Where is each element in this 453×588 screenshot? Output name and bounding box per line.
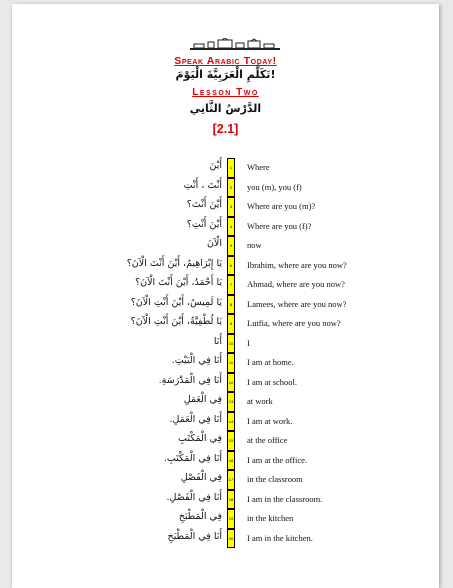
- vocab-row: [12, 236, 439, 256]
- row-number: 9: [227, 314, 235, 334]
- vocab-row: [12, 314, 439, 334]
- english-translation: at work: [247, 396, 273, 406]
- row-number: 11: [227, 353, 235, 373]
- english-translation: Where: [247, 162, 270, 172]
- row-number: 20: [227, 529, 235, 549]
- arabic-phrase: يَا إِبْرَاهِيمُ، أَيْنَ أَنْتَ الْآنَ؟: [126, 257, 222, 269]
- arabic-phrase: أَنَا فِي الْبَيْتِ.: [171, 355, 222, 366]
- vocab-row: [12, 217, 439, 237]
- vocab-row: [12, 431, 439, 451]
- row-number: 6: [227, 256, 235, 276]
- english-translation: in the kitchen: [247, 513, 294, 523]
- page-title: Speak Arabic Today!: [174, 55, 277, 67]
- english-translation: I am at the office.: [247, 454, 308, 465]
- arabic-phrase: أَنَا فِي الْعَمَلِ.: [169, 413, 222, 425]
- english-translation: Lutfia, where are you now?: [247, 318, 341, 328]
- vocab-row: [12, 392, 439, 412]
- row-number: 5: [227, 236, 235, 256]
- document-page: [12, 4, 439, 588]
- vocab-row: [12, 529, 439, 549]
- arabic-phrase: فِي الْمَطْبَخِ: [178, 511, 222, 522]
- vocab-row: [12, 353, 439, 373]
- english-translation: in the classroom: [247, 474, 303, 484]
- vocab-row: [12, 178, 439, 198]
- arabic-phrase: يَا لُطْفِيَّةُ، أَيْنَ أَنْتِ الْآنَ؟: [130, 316, 222, 327]
- row-number: 14: [227, 412, 235, 432]
- english-translation: Where are you (m)?: [247, 201, 316, 211]
- row-number: 2: [227, 178, 235, 198]
- arabic-phrase: أَنَا فِي الْمَطْبَخِ: [167, 530, 222, 542]
- vocab-row: [12, 295, 439, 315]
- english-translation: you (m), you (f): [247, 181, 302, 192]
- row-number: 16: [227, 451, 235, 471]
- vocab-row: [12, 509, 439, 529]
- arabic-phrase: يَا لَمِيسُ، أَيْنَ أَنْتِ الْآنَ؟: [130, 296, 222, 308]
- arabic-phrase: أَنَا: [213, 335, 222, 347]
- english-translation: I am at work.: [247, 415, 293, 426]
- row-number: 10: [227, 334, 235, 354]
- page-title-arabic: تَكَلَّمِ الْعَرَبِيَّةَ الْيَوْمَ!: [175, 68, 276, 81]
- arabic-phrase: يَا أَحْمَدُ، أَيْنَ أَنْتَ الْآنَ؟: [135, 277, 222, 288]
- section-number: [2.1]: [212, 122, 239, 136]
- row-number: 18: [227, 490, 235, 510]
- english-translation: Ahmad, where are you now?: [247, 279, 345, 289]
- arabic-phrase: أَيْنَ أَنْتَ؟: [186, 199, 222, 210]
- english-translation: now: [247, 240, 262, 250]
- english-translation: I: [247, 337, 250, 348]
- vocab-row: [12, 275, 439, 295]
- arabic-phrase: أَنَا فِي الْفَصْلِ.: [166, 491, 222, 503]
- arabic-phrase: فِي الْعَمَلِ: [183, 394, 222, 405]
- arabic-phrase: الْآنَ: [206, 238, 222, 249]
- english-translation: I am in the classroom.: [247, 493, 323, 504]
- vocab-row: [12, 334, 439, 354]
- english-translation: I am at school.: [247, 376, 298, 387]
- english-translation: Ibrahim, where are you now?: [247, 259, 347, 270]
- row-number: 17: [227, 470, 235, 490]
- row-number: 12: [227, 373, 235, 393]
- vocab-row: [12, 197, 439, 217]
- row-number: 13: [227, 392, 235, 412]
- row-number: 7: [227, 275, 235, 295]
- arabic-phrase: فِي الْمَكْتَبِ: [178, 433, 222, 444]
- arabic-phrase: أَنَا فِي الْمَدْرَسَةِ.: [158, 374, 222, 386]
- row-number: 15: [227, 431, 235, 451]
- row-number: 8: [227, 295, 235, 315]
- english-translation: I am in the kitchen.: [247, 532, 313, 543]
- english-translation: I am at home.: [247, 357, 294, 367]
- english-translation: Lamees, where are you now?: [247, 298, 347, 309]
- vocab-row: [12, 451, 439, 471]
- header-logo: [186, 38, 284, 52]
- vocab-row: [12, 490, 439, 510]
- lesson-heading-arabic: الدَّرْسُ الثَّانِي: [189, 102, 262, 115]
- vocab-row: [12, 470, 439, 490]
- arabic-phrase: أَنْتَ ، أَنْتِ: [183, 179, 222, 191]
- english-translation: Where are you (f)?: [247, 220, 312, 231]
- vocab-row: [12, 373, 439, 393]
- arabic-phrase: فِي الْفَصْلِ: [180, 472, 222, 483]
- vocab-row: [12, 256, 439, 276]
- arabic-phrase: أَنَا فِي الْمَكْتَبِ.: [163, 452, 222, 464]
- row-number: 4: [227, 217, 235, 237]
- row-number: 1: [227, 158, 235, 178]
- vocab-row: [12, 158, 439, 178]
- arabic-phrase: أَيْنَ: [209, 160, 222, 171]
- arabic-phrase: أَيْنَ أَنْتِ؟: [186, 218, 222, 230]
- english-translation: at the office: [247, 435, 288, 445]
- row-number: 3: [227, 197, 235, 217]
- row-number: 19: [227, 509, 235, 529]
- vocab-row: [12, 412, 439, 432]
- lesson-heading: Lesson Two: [192, 87, 259, 98]
